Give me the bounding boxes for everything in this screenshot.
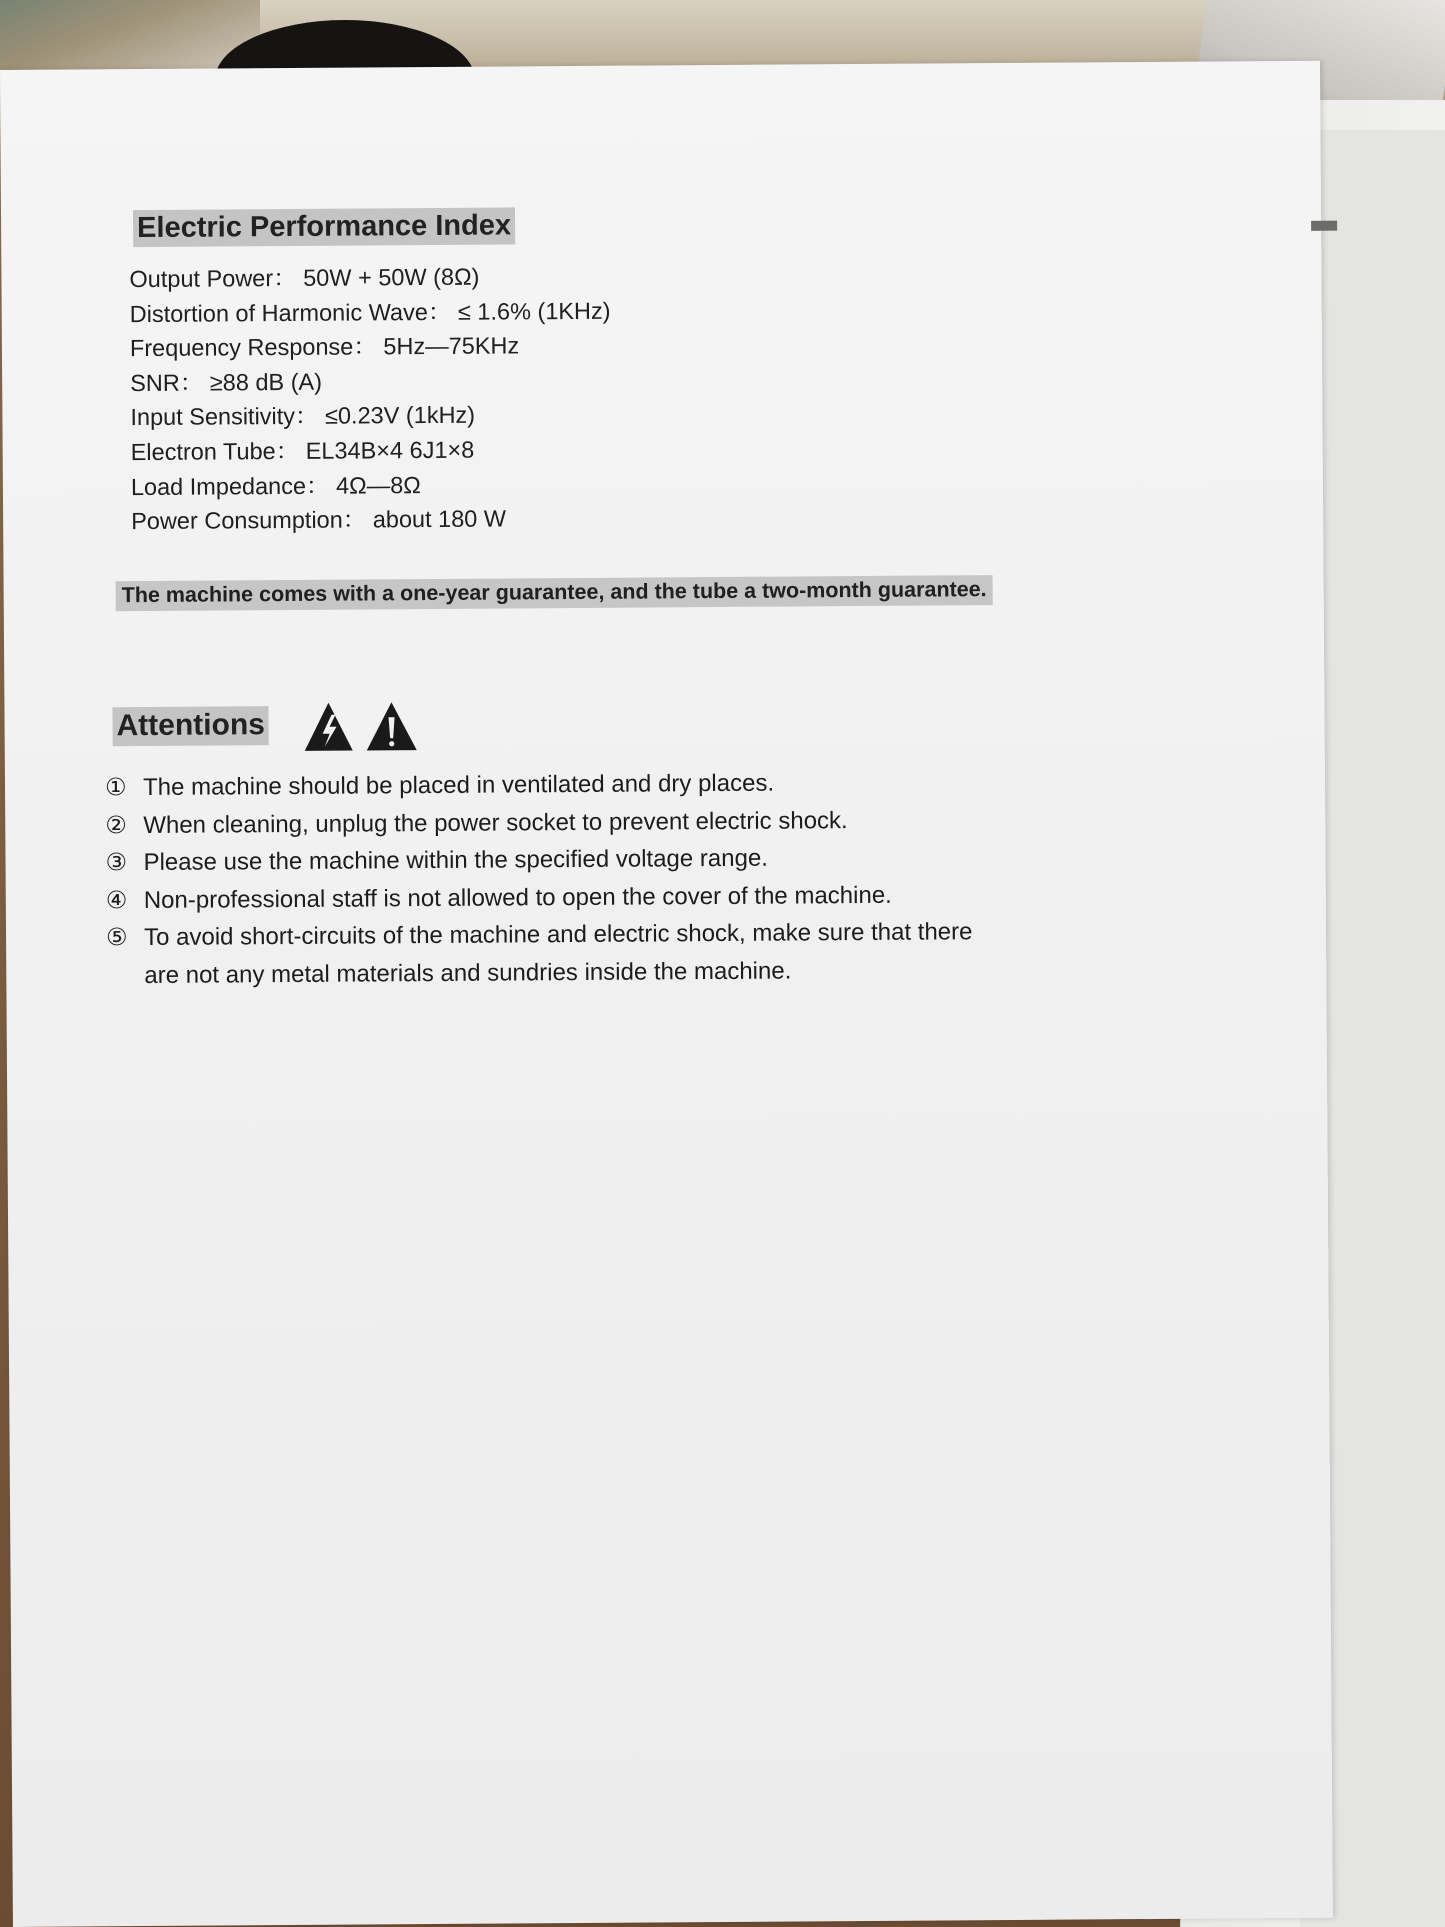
spec-item: Load Impedance： 4Ω—8Ω — [130, 471, 421, 500]
item-text: When cleaning, unplug the power socket to prevent electric shock. — [143, 806, 848, 839]
attention-list — [105, 763, 973, 994]
attention-item-continued — [106, 951, 973, 995]
spec-list — [129, 259, 612, 539]
attention-item — [106, 913, 973, 957]
item-number: ② — [105, 811, 127, 839]
attention-item — [105, 763, 972, 807]
spec-item: SNR： ≥88 dB (A) — [130, 368, 323, 396]
spec-item: Electron Tube： EL34B×4 6J1×8 — [130, 436, 475, 466]
item-text: To avoid short-circuits of the machine and electric shock, make sure that there — [143, 918, 973, 952]
spec-item: Distortion of Harmonic Wave： ≤ 1.6% (1KHz) — [129, 297, 611, 327]
item-number: ⑤ — [105, 924, 128, 952]
item-text: Non-professional staff is not allowed to open the cover of the machine. — [143, 881, 892, 914]
spec-item: Output Power： 50W + 50W (8Ω) — [129, 263, 480, 293]
item-number: ④ — [105, 886, 128, 914]
item-number: ① — [104, 774, 127, 802]
item-text: are not any metal materials and sundries inside the machine. — [144, 956, 792, 989]
manual-page — [0, 61, 1333, 1927]
item-text: The machine should be placed in ventilated and dry places. — [142, 769, 775, 802]
page-content — [0, 61, 1333, 1927]
guarantee-note: The machine comes with a one-year guarantee, and the tube a two-month guarantee. — [116, 575, 993, 611]
attention-item — [106, 876, 973, 920]
item-text: Please use the machine within the specified voltage range. — [143, 844, 769, 877]
spec-item: Power Consumption： about 180 W — [131, 505, 507, 535]
spec-item: Input Sensitivity： ≤0.23V (1kHz) — [130, 402, 476, 431]
spec-item: Frequency Response： 5Hz—75KHz — [129, 332, 520, 362]
warning-icons — [302, 700, 420, 753]
exclamation-warning-icon — [366, 702, 416, 750]
specs-heading: Electric Performance Index — [133, 207, 515, 247]
attention-item — [105, 838, 972, 882]
attentions-heading: Attentions — [112, 706, 269, 746]
attention-item — [105, 801, 972, 845]
item-number: ③ — [105, 849, 128, 877]
electric-shock-warning-icon — [304, 703, 352, 751]
